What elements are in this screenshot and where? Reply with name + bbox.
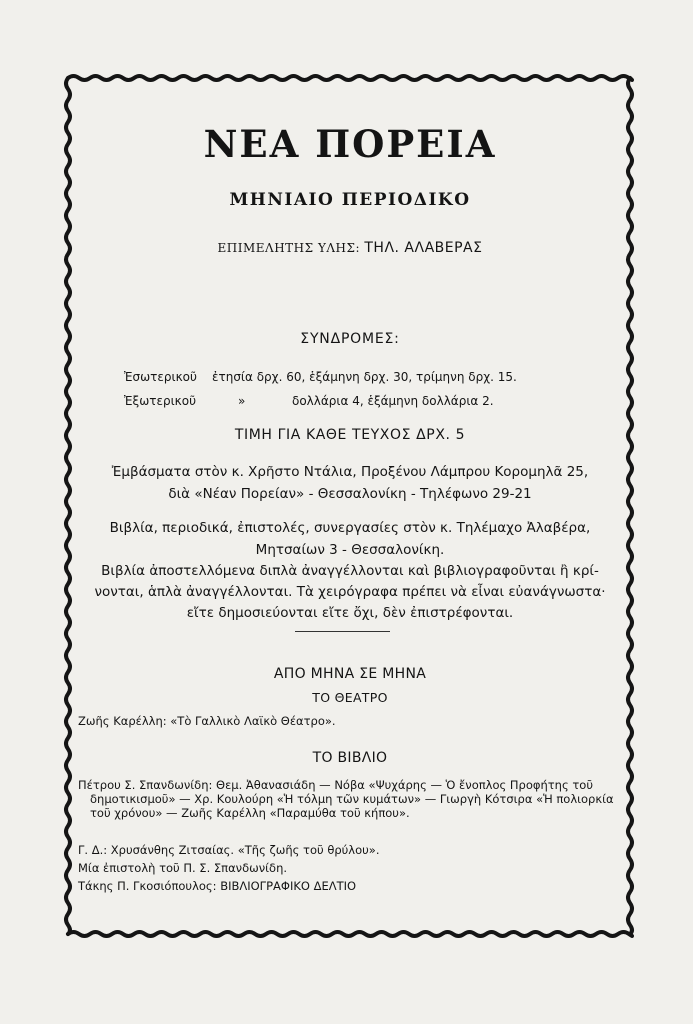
correspondence-line-2: Μητσαίων 3 - Θεσσαλονίκη. [255, 542, 445, 558]
remittances-line-1: Ἐμβάσματα στὸν κ. Χρῆστο Ντάλια, Προξένου Λάμπρου Κορομηλᾶ 25, [111, 464, 589, 480]
subscription-foreign-label: Ἐξωτερικοῦ [124, 394, 197, 408]
issue-price: ΤΙΜΗ ΓΙΑ ΚΑΘΕ ΤΕΥΧΟΣ ΔΡΧ. 5 [234, 427, 466, 443]
subscription-foreign-ditto: » [238, 394, 246, 408]
editor-label: ΕΠΙΜΕΛΗΤΗΣ ΥΛΗΣ: [217, 241, 361, 255]
book-entry: Τάκης Π. Γκοσιόπουλος: ΒΙΒΛΙΟΓΡΑΦΙΚΟ ΔΕΛΤΙΟ [78, 879, 357, 893]
correspondence-line-4: νονται, ἁπλὰ ἀναγγέλλονται. Τὰ χειρόγραφα πρέπει νὰ εἶναι εὐανάγνωστα· [94, 584, 606, 600]
subscription-foreign-terms: δολλάρια 4, ἑξάμηνη δολλάρια 2. [292, 394, 494, 408]
editor-credit [80, 240, 620, 256]
subscriptions-heading: ΣΥΝΔΡΟΜΕΣ: [300, 331, 400, 347]
book-entry: Πέτρου Σ. Σπανδωνίδη: Θεμ. Ἀθανασιάδη — Νόβα «Ψυχάρης — Ὁ ἔνοπλος Προφήτης τοῦ δημοτικισμοῦ» — Χρ. Κουλούρη «Ἡ τόλμη τῶν κυμάτων» — Γιωργὴ Κότσιρα «Ἡ πολιορκία τοῦ χρόνου» — Ζωῆς Καρέλλη «Παραμύθα τοῦ κήπου». [78, 778, 614, 820]
remittances-line-2: διὰ «Νέαν Πορείαν» - Θεσσαλονίκη - Τηλέφωνο 29-21 [168, 486, 532, 502]
correspondence-line-5: εἴτε δημοσιεύονται εἴτε ὄχι, δὲν ἐπιστρέφονται. [186, 605, 514, 621]
correspondence-line-1: Βιβλία, περιοδικά, ἐπιστολές, συνεργασίες στὸν κ. Τηλέμαχο Ἀλαβέρα, [109, 520, 591, 536]
book-entry: Γ. Δ.: Χρυσάνθης Ζιτσαίας. «Τῆς ζωῆς τοῦ θρύλου». [78, 843, 380, 857]
book-entry: Μία ἐπιστολὴ τοῦ Π. Σ. Σπανδωνίδη. [78, 861, 288, 875]
journal-subtitle: ΜΗΝΙΑΙΟ ΠΕΡΙΟΔΙΚΟ [229, 190, 471, 210]
contents-heading: ΑΠΟ ΜΗΝΑ ΣΕ ΜΗΝΑ [273, 666, 427, 682]
subscription-domestic-label: Ἐσωτερικοῦ [124, 370, 197, 384]
theatre-heading: ΤΟ ΘΕΑΤΡΟ [312, 690, 388, 705]
book-heading: ΤΟ ΒΙΒΛΙΟ [312, 750, 388, 766]
correspondence-line-3: Βιβλία ἀποστελλόμενα διπλὰ ἀναγγέλλονται καὶ βιβλιογραφοῦνται ἢ κρί- [101, 563, 599, 579]
journal-title: ΝΕΑ ΠΟΡΕΙΑ [203, 122, 497, 166]
subscription-domestic-terms: ἐτησία δρχ. 60, ἑξάμηνη δρχ. 30, τρίμηνη δρχ. 15. [212, 370, 517, 384]
theatre-entry: Ζωῆς Καρέλλη: «Τὸ Γαλλικὸ Λαϊκὸ Θέατρο». [78, 714, 336, 728]
editor-name: ΤΗΛ. ΑΛΑΒΕΡΑΣ [364, 240, 483, 256]
section-divider [295, 631, 390, 632]
